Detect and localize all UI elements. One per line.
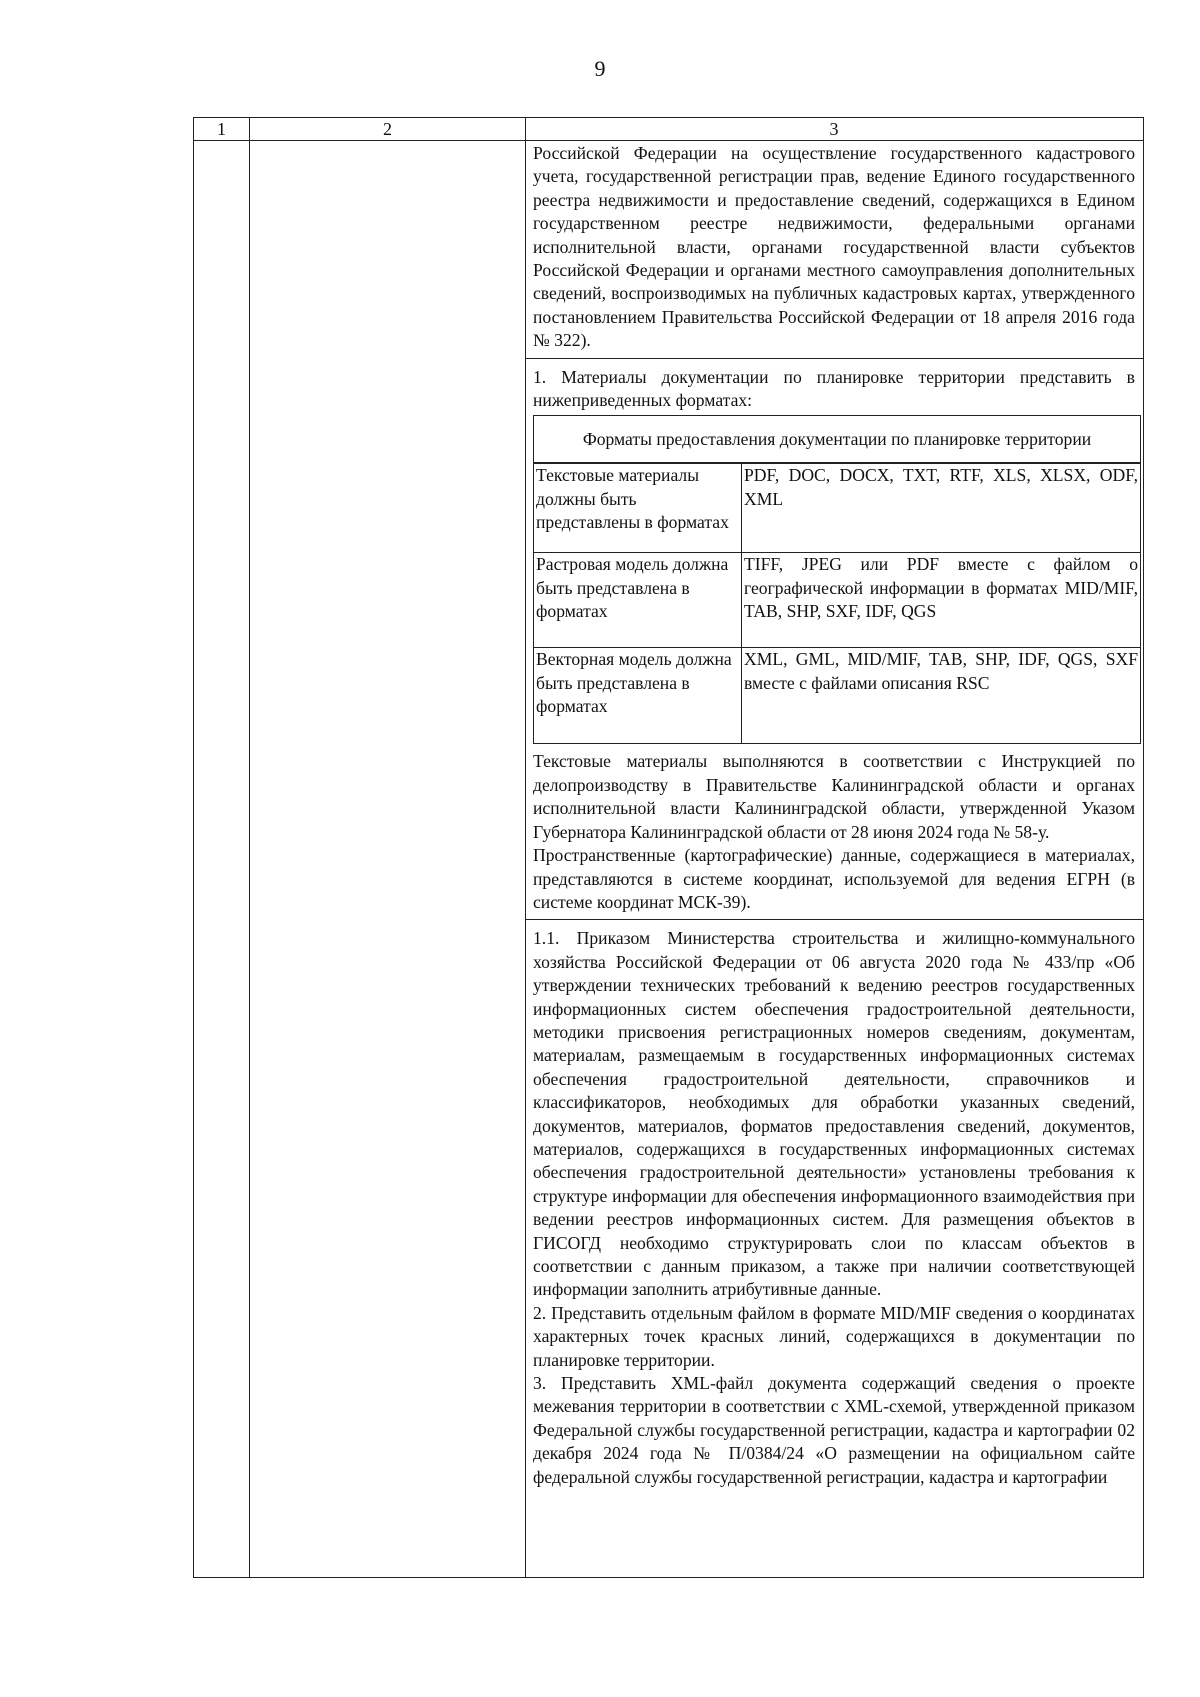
header-cell-3: 3 [829,119,839,139]
item-1-paragraph: 1. Материалы документации по планировке территории представить в нижеприведенных форматах: [533,366,1135,411]
intro-paragraph: Российской Федерации на осуществление государственного кадастрового учета, государственной регистрации прав, ведение Единого государственного реестра недвижимости и предоставление сведений, содержащихся в Едином государственном реестре недвижимости, федеральными органами исполнительной власти, органами государственной власти субъектов Российской Федерации и органами местного самоуправления дополнительных сведений, воспроизводимых на публичных кадастровых картах, утвержденного постановлением Правительства Российской Федерации от 18 апреля 2016 года № 322). [533,143,1135,351]
header-cell-2: 2 [383,119,392,139]
format-list-cell: PDF, DOC, DOCX, TXT, RTF, XLS, XLSX, ODF, XML [744,465,1138,509]
text-materials-paragraph: Текстовые материалы выполняются в соответствии с Инструкцией по делопроизводству в Правительстве Калининградской области и органах исполнительной власти Калининградской области, утвержденной Указом Губернатора Калининградской области от 28 июня 2024 года № 58-у. [533,751,1135,842]
format-type-cell: Растровая модель должна быть представлена в форматах [534,553,742,647]
page-number: 9 [594,56,606,81]
formats-row-text [534,463,1140,552]
spatial-data-paragraph: Пространственные (картографические) данные, содержащиеся в материалах, представляются в системе координат, используемой для ведения ЕГРН (в системе координат МСК-39). [533,845,1135,912]
formats-row-vector [534,647,1140,743]
item-3-paragraph: 3. Представить XML-файл документа содержащий сведения о проекте межевания территории в соответствии с XML-схемой, утвержденной приказом Федеральной службы государственной регистрации, кадастра и картографии 02 декабря 2024 года № П/0384/24 «О размещении на официальном сайте федеральной службы государственной регистрации, кадастра и картографии [533,1373,1135,1487]
formats-table [533,415,1141,744]
row-divider [525,358,1143,359]
format-list-cell: XML, GML, MID/MIF, TAB, SHP, IDF, QGS, SXF вместе с файлами описания RSC [744,649,1138,693]
format-type-cell: Текстовые материалы должны быть представлены в форматах [534,464,742,552]
column-3-content [525,142,1143,1489]
header-cell-1: 1 [217,119,226,139]
format-type-cell: Векторная модель должна быть представлена в форматах [534,648,742,743]
table-header-row [194,118,1143,141]
formats-row-raster [534,552,1140,647]
item-1-1-paragraph: 1.1. Приказом Министерства строительства и жилищно-коммунального хозяйства Российской Федерации от 06 августа 2020 года № 433/пр «Об утверждении технических требований к ведению реестров государственных информационных систем обеспечения градостроительной деятельности, методики присвоения регистрационных номеров сведениям, документам, материалам, размещаемым в государственных информационных системах обеспечения градостроительной деятельности, справочников и классификаторов, необходимых для обработки указанных сведений, документов, материалов, форматов предоставления сведений, документов, материалов, содержащихся в государственных информационных системах обеспечения градостроительной деятельности» установлены требования к структуре информации для обеспечения информационного взаимодействия при ведении реестров информационных систем. Для размещения объектов в ГИСОГД необходимо структурировать слои по классам объектов в соответствии с данным приказом, а также при наличии соответствующей информации заполнить атрибутивные данные. [533,928,1135,1300]
column-divider-1 [249,118,250,1577]
format-list-cell: TIFF, JPEG или PDF вместе с файлом о географической информации в форматах MID/MIF, TAB, SHP, SXF, IDF, QGS [744,554,1138,622]
requirements-table [193,117,1144,1578]
formats-table-title: Форматы предоставления документации по планировке территории [534,416,1140,463]
row-divider [525,919,1143,920]
item-2-paragraph: 2. Представить отдельным файлом в формате MID/MIF сведения о координатах характерных точек красных линий, содержащихся в документации по планировке территории. [533,1302,1135,1370]
